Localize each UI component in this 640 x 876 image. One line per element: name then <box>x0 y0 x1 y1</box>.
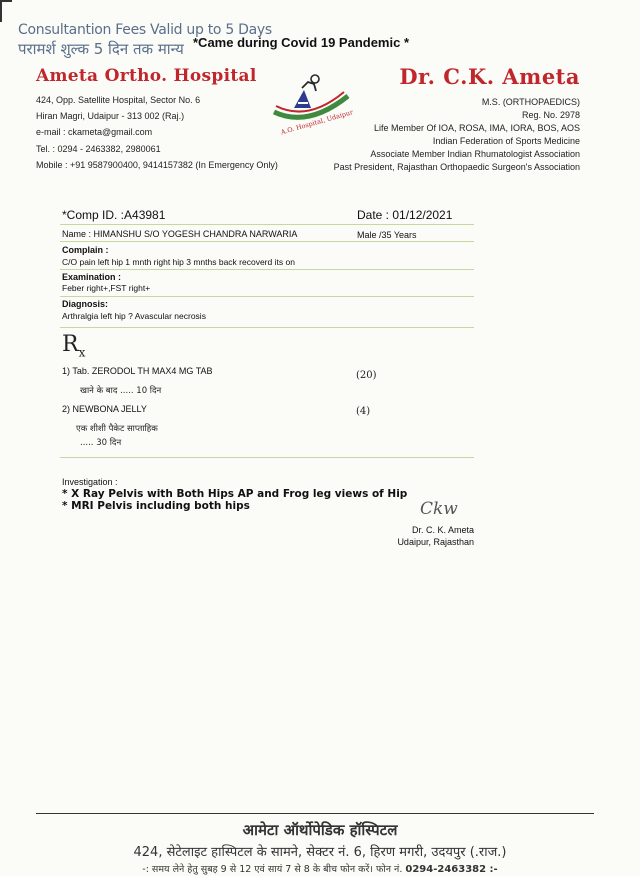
telephone-line: Tel. : 0294 - 2463382, 2980061 <box>36 143 161 154</box>
signature-block <box>397 524 474 548</box>
hospital-name: Ameta Ortho. Hospital <box>36 66 257 86</box>
email-line: e-mail : ckameta@gmail.com <box>36 127 153 138</box>
investigation-label: Investigation : <box>62 477 118 487</box>
address-line: Hiran Magri, Udaipur - 313 002 (Raj.) <box>36 111 185 122</box>
signature-name: Dr. C. K. Ameta <box>411 525 474 535</box>
footer-hospital-name: आमेटा ऑर्थोपेडिक हॉस्पिटल <box>242 821 398 839</box>
footer-appointment-note <box>0 862 640 875</box>
footer-note-text: -: समय लेने हेतु सुबह 9 से 12 एवं सायं 7 से 8 के बीच फोन करें। फोन नं. <box>142 864 403 875</box>
rx-subscript: x <box>78 345 86 360</box>
divider <box>60 224 474 225</box>
divider <box>60 327 474 328</box>
footer-address: 424, सेटेलाइट हास्पिटल के सामने, सेक्टर नं. 6, हिरण मगरी, उदयपुर (.राज.) <box>133 845 507 860</box>
patient-sex-age: Male /35 Years <box>357 230 417 240</box>
visit-date: Date : 01/12/2021 <box>357 208 453 222</box>
medicine-1: 1) Tab. ZERODOL TH MAX4 MG TAB <box>62 366 213 376</box>
examination-text: Feber right+,FST right+ <box>62 283 151 293</box>
divider <box>60 269 474 270</box>
qualification-line: Indian Federation of Sports Medicine <box>432 136 580 146</box>
stamp-line-english: Consultantion Fees Valid up to 5 Days <box>18 22 272 38</box>
diagnosis-text: Arthralgia left hip ? Avascular necrosis <box>62 311 206 321</box>
complain-text: C/O pain left hip 1 mnth right hip 3 mnths back recoverd its on <box>62 257 295 267</box>
hospital-address <box>36 92 278 173</box>
logo-text: A.O. Hospital, Udaipur <box>279 108 354 136</box>
qualification-line: Associate Member Indian Rhumatologist Association <box>370 149 580 159</box>
medicine-1-qty: (20) <box>356 370 377 381</box>
rx-symbol <box>62 332 85 359</box>
comp-id: *Comp ID. :A43981 <box>62 208 166 222</box>
medicine-2-dose: एक शीशी पैकेट साप्ताहिक <box>76 424 158 434</box>
examination-label: Examination : <box>62 272 122 282</box>
diagnosis-label: Diagnosis: <box>62 299 109 309</box>
divider <box>60 296 474 297</box>
qualification-line: Past President, Rajasthan Orthopaedic Surgeon's Association <box>333 162 580 172</box>
stamp-line-hindi: परामर्श शुल्क 5 दिन तक मान्य <box>18 40 184 58</box>
investigation-item: * MRI Pelvis including both hips <box>62 500 250 512</box>
medicine-2-duration: ..... 30 दिन <box>80 438 122 448</box>
qualification-line: Reg. No. 2978 <box>521 110 580 120</box>
divider <box>60 241 474 242</box>
footer-divider <box>36 813 594 814</box>
mobile-line: Mobile : +91 9587900400, 9414157382 (In Emergency Only) <box>36 159 278 170</box>
qualification-line: Life Member Of IOA, ROSA, IMA, IORA, BOS, AOS <box>373 123 580 133</box>
medicine-1-dose: खाने के बाद ..... 10 दिन <box>80 386 162 396</box>
doctor-qualifications <box>334 96 580 174</box>
page-edge-mark <box>0 0 12 22</box>
medicine-2-qty: (4) <box>356 406 371 417</box>
qualification-line: M.S. (ORTHOPAEDICS) <box>481 97 580 107</box>
signature-place: Udaipur, Rajasthan <box>397 537 474 547</box>
divider <box>60 457 474 458</box>
investigation-item: * X Ray Pelvis with Both Hips AP and Frog leg views of Hip <box>62 488 408 500</box>
signature-scrawl: Ckw <box>420 499 458 519</box>
doctor-name: Dr. C.K. Ameta <box>399 64 580 89</box>
covid-note: *Came during Covid 19 Pandemic * <box>193 35 410 50</box>
signature-mark <box>418 496 464 520</box>
rx-letter: R <box>62 332 79 357</box>
patient-name: Name : HIMANSHU S/O YOGESH CHANDRA NARWARIA <box>62 229 298 239</box>
address-line: 424, Opp. Satellite Hospital, Sector No. 6 <box>36 95 201 105</box>
medicine-2: 2) NEWBONA JELLY <box>62 404 147 414</box>
complain-label: Complain : <box>62 245 109 255</box>
footer-phone: 0294-2463382 :- <box>405 864 498 875</box>
